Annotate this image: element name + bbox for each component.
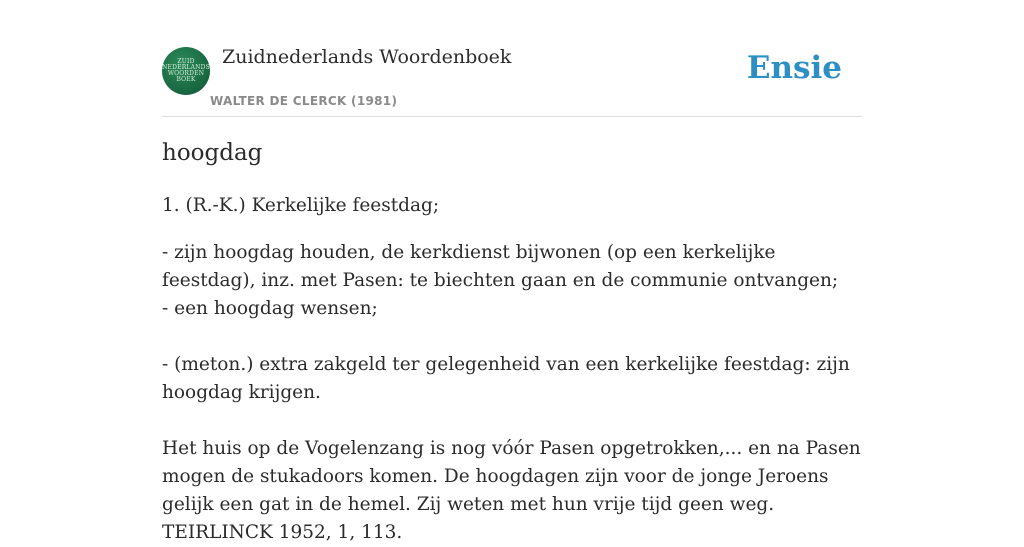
logo-line-2: NEDERLANDS xyxy=(162,64,210,71)
ensie-logo-link[interactable]: Ensie xyxy=(746,50,842,86)
entry-headword: hoogdag xyxy=(162,140,263,166)
site-header xyxy=(162,0,862,117)
dictionary-author: WALTER DE CLERCK (1981) xyxy=(210,94,398,108)
entry-sense: 1. (R.-K.) Kerkelijke feestdag; xyxy=(162,195,440,216)
logo-line-3: WOORDEN xyxy=(167,70,205,77)
entry-example-2: - een hoogdag wensen; xyxy=(162,298,378,319)
entry-body xyxy=(162,192,862,547)
page xyxy=(162,0,862,543)
entry-citation: Het huis op de Vogelenzang is nog vóór Pasen opgetrokken,... en na Pasen mogen de stukadoors komen. De hoogdagen zijn voor de jonge Jeroens gelijk een gat in de hemel. Zij weten met hun vrije tijd geen weg. TEIRLINCK 1952, 1, 113. xyxy=(162,438,861,543)
spacer xyxy=(162,407,862,435)
entry-example-1: - zijn hoogdag houden, de kerkdienst bijwonen (op een kerkelijke feestdag), inz. met Pasen: te biechten gaan en de communie ontvangen; xyxy=(162,242,839,291)
spacer xyxy=(162,323,862,351)
logo-line-1: ZUID xyxy=(177,58,195,65)
entry-metonymy: - (meton.) extra zakgeld ter gelegenheid van een kerkelijke feestdag: zijn hoogdag krijgen. xyxy=(162,354,850,403)
dictionary-logo[interactable] xyxy=(162,47,210,95)
logo-line-4: BOEK xyxy=(176,76,196,83)
dictionary-title-link[interactable]: Zuidnederlands Woordenboek xyxy=(222,46,512,68)
